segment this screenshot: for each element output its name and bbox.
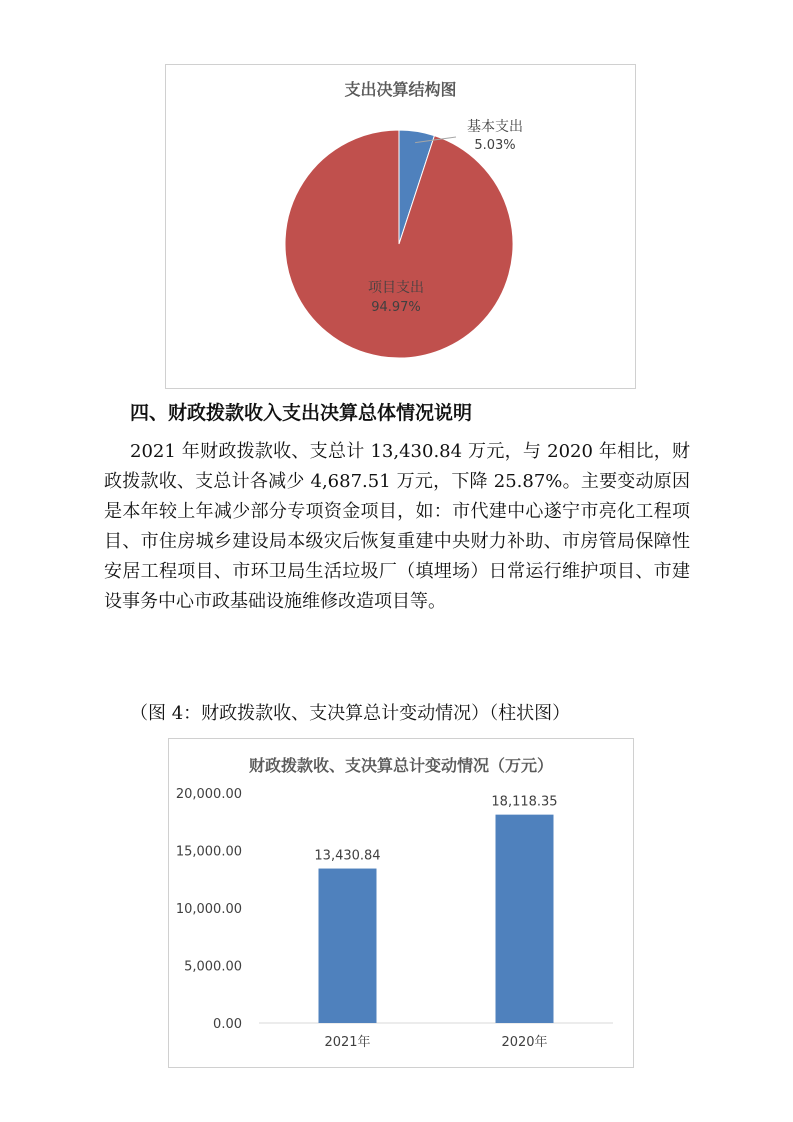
- bar-data-label: 13,430.84: [314, 848, 381, 864]
- pie-label-basic: 基本支出: [467, 119, 523, 135]
- pie-chart-title: 支出决算结构图: [344, 80, 457, 99]
- y-tick-label: 20,000.00: [175, 787, 242, 802]
- pie-label-project: 项目支出: [368, 280, 424, 296]
- pie-slice-project: [285, 130, 516, 358]
- pie-slices: [285, 130, 516, 358]
- x-category-label: 2021年: [324, 1035, 371, 1050]
- bar-chart-title: 财政拨款收、支决算总计变动情况（万元）: [248, 756, 553, 775]
- section-heading: 四、财政拨款收入支出决算总体情况说明: [130, 402, 473, 424]
- bar-chart-plot: [169, 739, 633, 1067]
- body-paragraph: [104, 437, 690, 617]
- y-tick-label: 0.00: [213, 1017, 242, 1032]
- bar-data-label: 18,118.35: [491, 794, 558, 810]
- figure-caption: （图 4：财政拨款收、支决算总计变动情况）（柱状图）: [130, 703, 571, 724]
- bar-chart: [168, 738, 634, 1068]
- pie-chart: [165, 64, 636, 389]
- y-tick-label: 5,000.00: [184, 959, 242, 975]
- x-category-label: 2020年: [501, 1035, 548, 1050]
- pie-percent-basic: 5.03%: [474, 138, 516, 153]
- pie-percent-project: 94.97%: [371, 300, 421, 315]
- bar: [496, 815, 554, 1023]
- body-paragraph-text: 2021 年财政拨款收、支总计 13,430.84 万元，与 2020 年相比，财政拨款收、支总计各减少 4,687.51 万元，下降 25.87%。主要变动原因是本年较上年减少部分专项资金项目，如：市代建中心遂宁市亮化工程项目、市住房城乡建设局本级灾后恢复重建中央财力补助、市房管局保障性安居工程项目、市环卫局生活垃圾厂（填埋场）日常运行维护项目、市建设事务中心市政基础设施维修改造项目等。: [104, 441, 690, 612]
- y-tick-label: 15,000.00: [175, 844, 242, 860]
- pie-chart-plot: [166, 65, 635, 388]
- y-tick-label: 10,000.00: [175, 902, 242, 917]
- bar: [319, 869, 377, 1023]
